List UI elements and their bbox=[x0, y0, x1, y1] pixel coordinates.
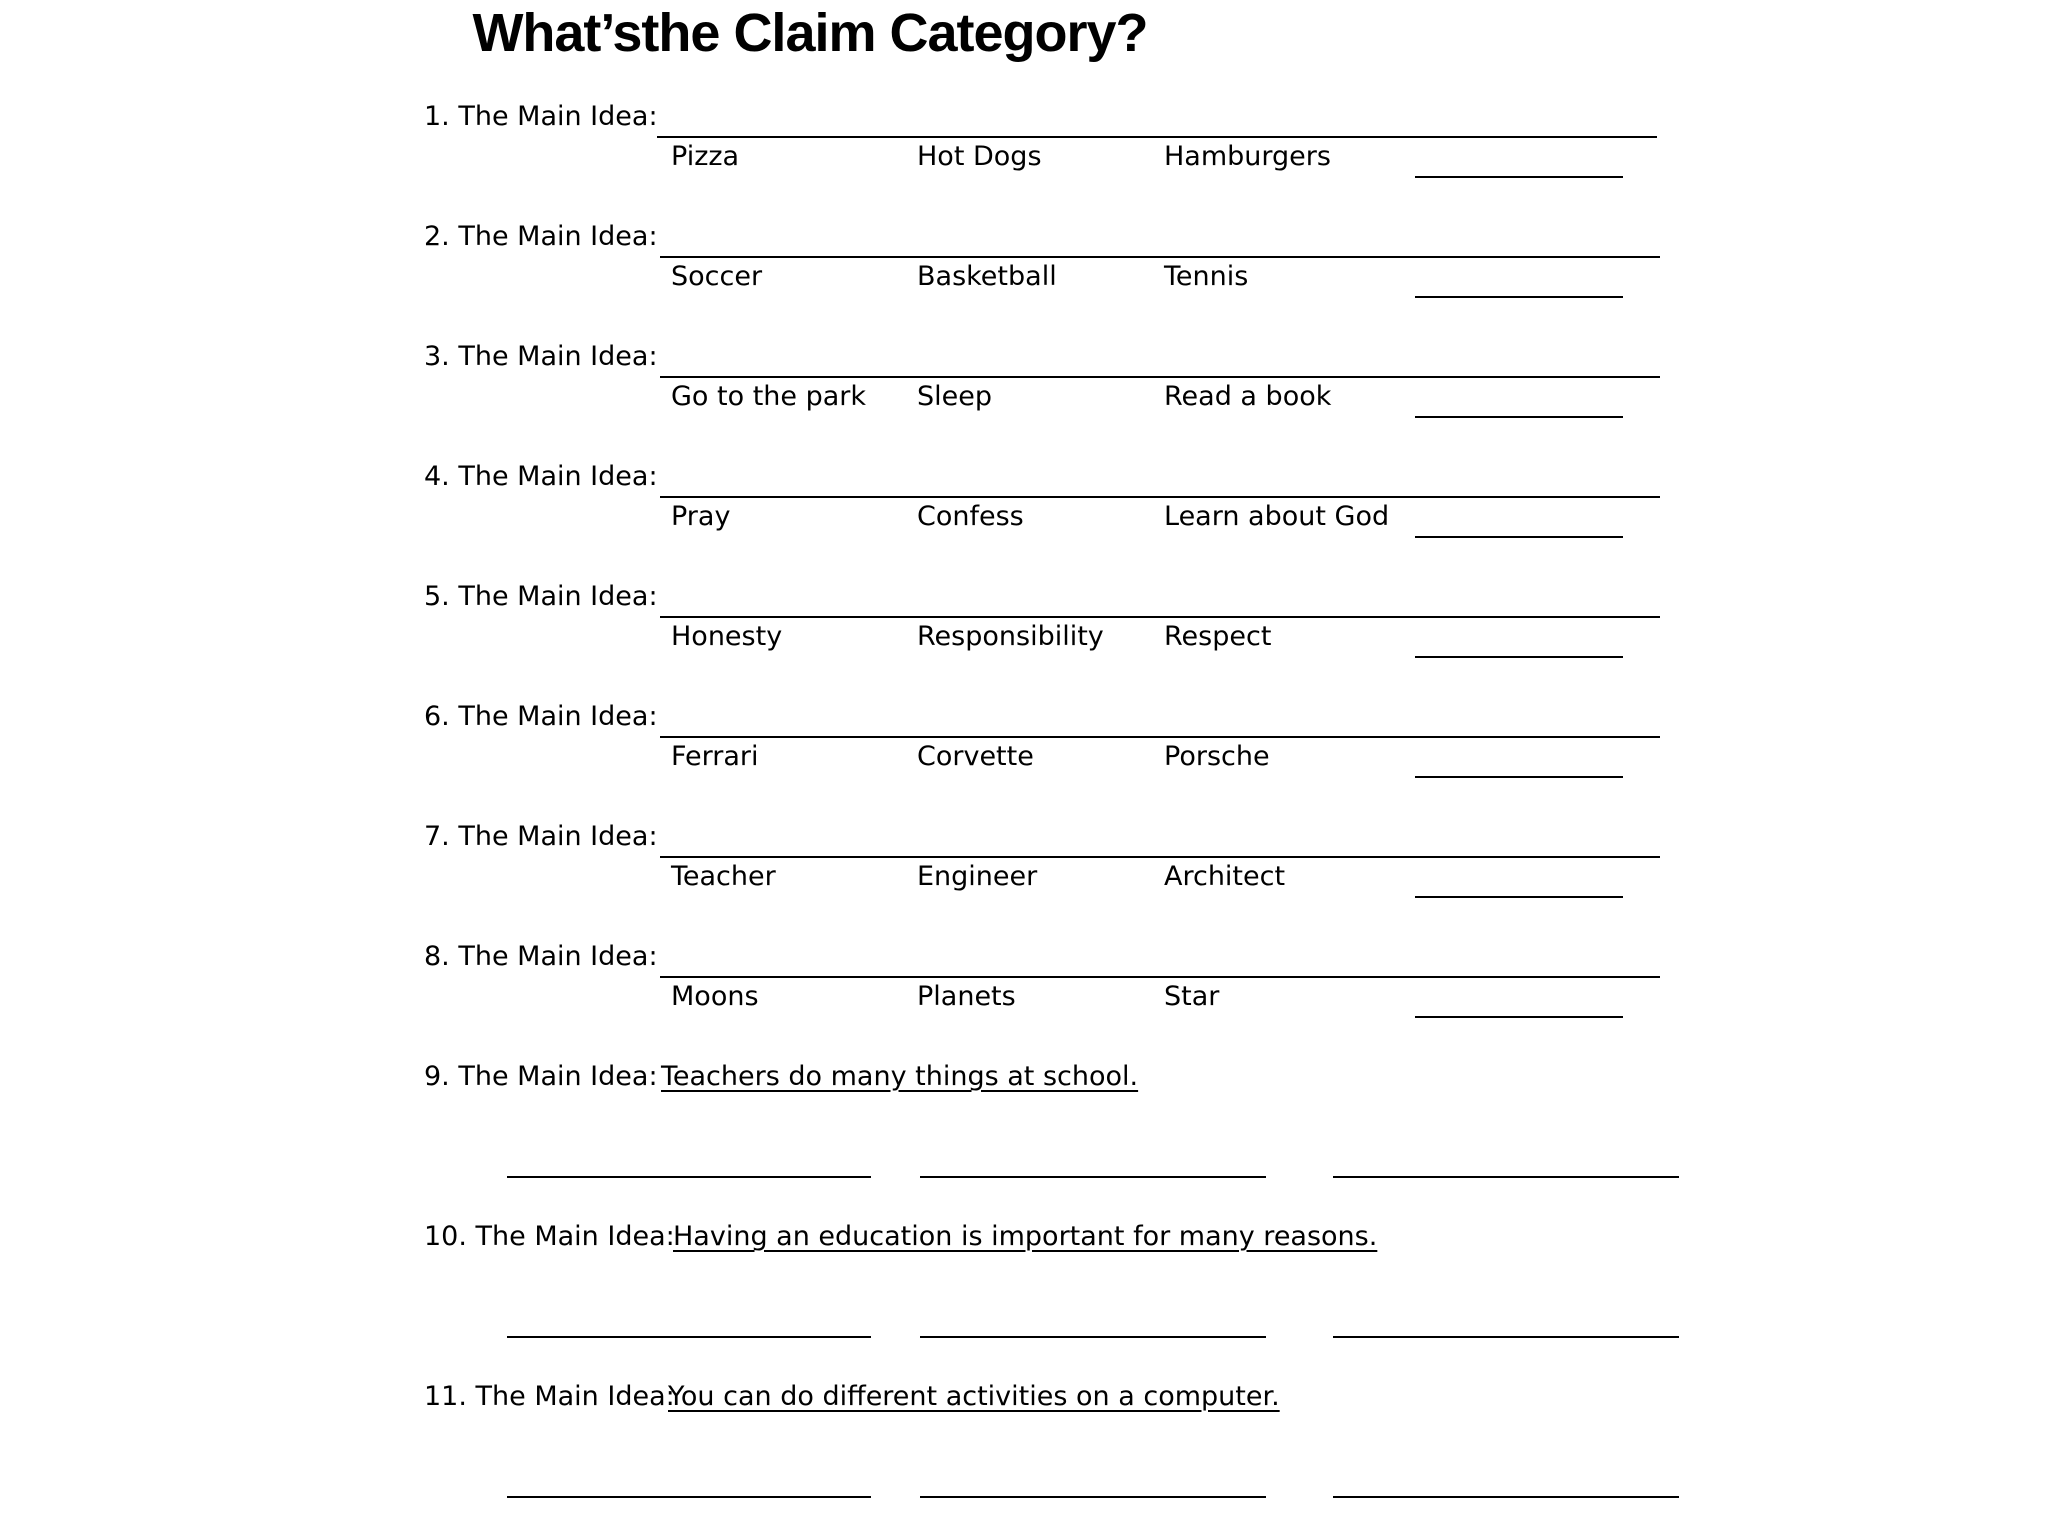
question-label: 4. The Main Idea: bbox=[424, 461, 658, 492]
question-label: 2. The Main Idea: bbox=[424, 221, 658, 252]
option-3: Hamburgers bbox=[1164, 141, 1331, 172]
main-idea-blank[interactable] bbox=[660, 736, 1660, 738]
question-label: 9. The Main Idea: bbox=[424, 1061, 658, 1092]
option-1: Ferrari bbox=[671, 741, 759, 772]
option-2: Engineer bbox=[917, 861, 1038, 892]
option-3: Read a book bbox=[1164, 381, 1332, 412]
category-blank-1[interactable] bbox=[507, 1336, 871, 1338]
question-label: 1. The Main Idea: bbox=[424, 101, 658, 132]
main-idea-blank[interactable] bbox=[660, 976, 1660, 978]
category-blank-3[interactable] bbox=[1333, 1336, 1679, 1338]
main-idea-blank[interactable] bbox=[660, 616, 1660, 618]
option-2: Responsibility bbox=[917, 621, 1104, 652]
category-blank-3[interactable] bbox=[1333, 1496, 1679, 1498]
option-3: Architect bbox=[1164, 861, 1286, 892]
claim-text: Having an education is important for many reasons. bbox=[673, 1221, 1378, 1252]
claim-item bbox=[0, 1221, 2048, 1252]
main-idea-blank[interactable] bbox=[660, 496, 1660, 498]
option-1: Moons bbox=[671, 981, 759, 1012]
option-1: Pizza bbox=[671, 141, 740, 172]
question-item bbox=[0, 101, 2048, 172]
question-item bbox=[0, 941, 2048, 1012]
claim-item bbox=[0, 1381, 2048, 1412]
question-label: 7. The Main Idea: bbox=[424, 821, 658, 852]
claim-text: Teachers do many things at school. bbox=[661, 1061, 1139, 1092]
option-2: Corvette bbox=[917, 741, 1034, 772]
category-blank-2[interactable] bbox=[920, 1176, 1266, 1178]
option-4-blank[interactable] bbox=[1415, 776, 1623, 778]
option-3: Tennis bbox=[1164, 261, 1249, 292]
question-label: 10. The Main Idea: bbox=[424, 1221, 675, 1252]
question-item bbox=[0, 461, 2048, 532]
option-4-blank[interactable] bbox=[1415, 896, 1623, 898]
option-2: Planets bbox=[917, 981, 1016, 1012]
question-item bbox=[0, 581, 2048, 652]
question-item bbox=[0, 341, 2048, 412]
option-3: Respect bbox=[1164, 621, 1272, 652]
question-label: 6. The Main Idea: bbox=[424, 701, 658, 732]
option-4-blank[interactable] bbox=[1415, 416, 1623, 418]
option-2: Confess bbox=[917, 501, 1024, 532]
category-blank-3[interactable] bbox=[1333, 1176, 1679, 1178]
option-1: Go to the park bbox=[671, 381, 867, 412]
claim-item bbox=[0, 1061, 2048, 1092]
option-3: Porsche bbox=[1164, 741, 1270, 772]
category-blank-1[interactable] bbox=[507, 1496, 871, 1498]
question-label: 3. The Main Idea: bbox=[424, 341, 658, 372]
option-2: Sleep bbox=[917, 381, 993, 412]
option-1: Pray bbox=[671, 501, 731, 532]
main-idea-blank[interactable] bbox=[660, 256, 1660, 258]
worksheet-title: What’sthe Claim Category? bbox=[472, 3, 1148, 63]
category-blank-2[interactable] bbox=[920, 1496, 1266, 1498]
option-3: Star bbox=[1164, 981, 1220, 1012]
option-3: Learn about God bbox=[1164, 501, 1390, 532]
question-label: 5. The Main Idea: bbox=[424, 581, 658, 612]
option-1: Honesty bbox=[671, 621, 783, 652]
option-2: Basketball bbox=[917, 261, 1057, 292]
question-label: 8. The Main Idea: bbox=[424, 941, 658, 972]
option-2: Hot Dogs bbox=[917, 141, 1042, 172]
option-4-blank[interactable] bbox=[1415, 656, 1623, 658]
question-item bbox=[0, 701, 2048, 772]
main-idea-blank[interactable] bbox=[657, 136, 1657, 138]
category-blank-2[interactable] bbox=[920, 1336, 1266, 1338]
main-idea-blank[interactable] bbox=[660, 856, 1660, 858]
question-label: 11. The Main Idea: bbox=[424, 1381, 675, 1412]
option-4-blank[interactable] bbox=[1415, 176, 1623, 178]
option-1: Soccer bbox=[671, 261, 763, 292]
option-1: Teacher bbox=[671, 861, 776, 892]
option-4-blank[interactable] bbox=[1415, 296, 1623, 298]
claim-text: You can do different activities on a computer. bbox=[668, 1381, 1280, 1412]
question-item bbox=[0, 821, 2048, 892]
option-4-blank[interactable] bbox=[1415, 536, 1623, 538]
main-idea-blank[interactable] bbox=[660, 376, 1660, 378]
category-blank-1[interactable] bbox=[507, 1176, 871, 1178]
option-4-blank[interactable] bbox=[1415, 1016, 1623, 1018]
question-item bbox=[0, 221, 2048, 292]
